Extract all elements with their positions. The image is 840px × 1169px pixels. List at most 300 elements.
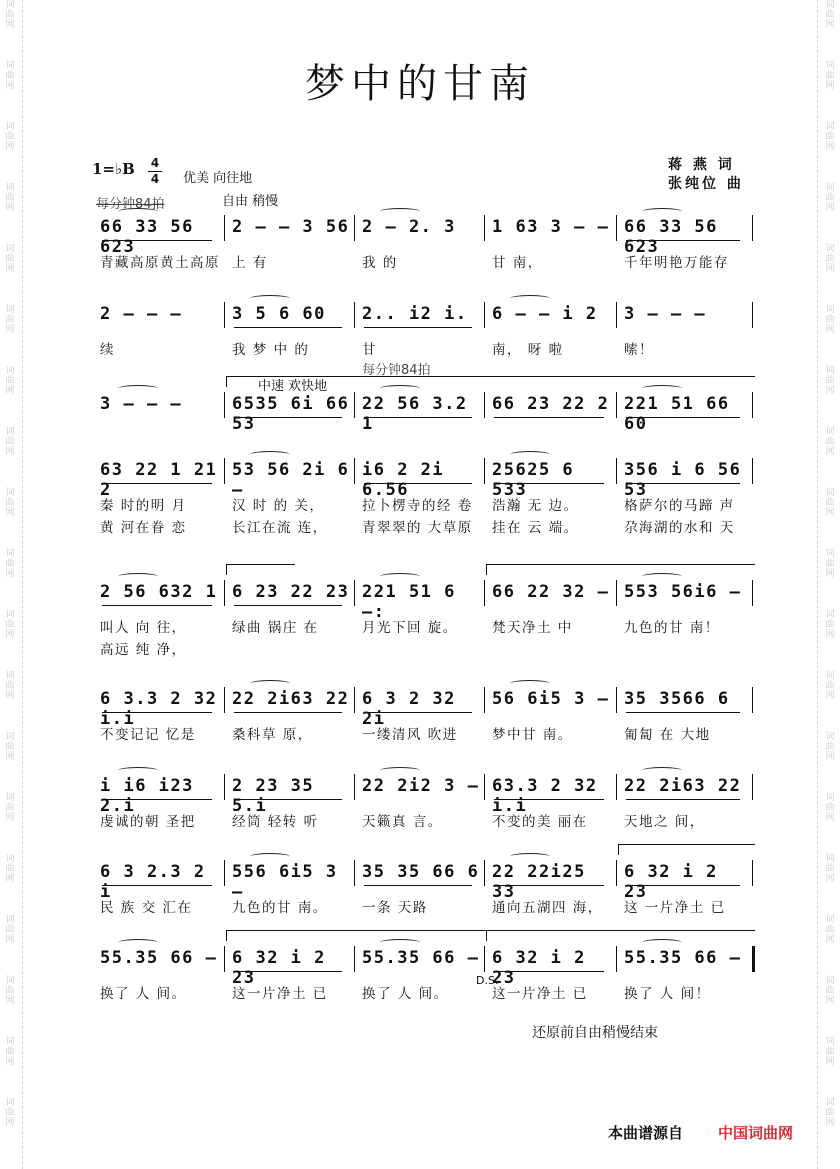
score-row [94,858,754,938]
lyric: 格萨尔的马蹄 声 [624,498,735,514]
measure [226,944,356,988]
lyric: 我 的 [362,255,398,271]
score-row [94,456,754,536]
lyric: 民 族 交 汇在 [100,900,193,916]
notes: 22 2i2 3 – [362,776,480,796]
watermark-char: 网 [5,935,15,945]
lyric: 高远 纯 净， [100,642,187,658]
lyric: 尕海湖的水和 天 [624,520,735,536]
watermark-char: 曲 [5,498,15,508]
watermark-char: 网 [5,752,15,762]
watermark-char: 网 [825,813,835,823]
slur [510,853,550,860]
slur [118,939,158,946]
slur [118,767,158,774]
beam-underline [364,483,472,484]
beam-underline [234,712,342,713]
measure [94,772,226,816]
notes: 63.3 2 32 i.i [492,776,598,816]
measure [226,685,356,715]
beam-underline [102,799,212,800]
slur [250,451,290,458]
notes: 35 35 66 6 [362,862,480,882]
time-signature [148,156,162,187]
beam-underline [234,327,342,328]
beam-underline [494,971,604,972]
lyric: 甘 南， [492,255,543,271]
notes: 6 32 i 2 23 [492,948,586,988]
beam-underline [234,417,342,418]
watermark-char: 网 [5,386,15,396]
volta-bracket [486,564,755,575]
watermark-char: 曲 [5,803,15,813]
beam-underline [626,240,740,241]
notes: 221 51 66 60 [624,394,730,434]
footer-source: 本曲谱源自 [608,1124,684,1142]
lyric: 挂在 云 端。 [492,520,579,536]
watermark-char: 网 [5,569,15,579]
watermark-char: 词 [825,732,835,742]
lyric: 青藏高原黄土高原 [100,255,220,271]
lyric: 叫人 向 往， [100,620,187,636]
watermark-char: 网 [5,813,15,823]
watermark-char: 曲 [5,193,15,203]
watermark-char: 网 [5,630,15,640]
notes: 53 56 2i 6 – [232,460,350,500]
watermark-char: 词 [5,244,15,254]
watermark-char: 网 [825,264,835,274]
watermark-char: 词 [5,793,15,803]
watermark-char: 曲 [5,1047,15,1057]
watermark-char: 网 [825,508,835,518]
lyric: 这一片净土 已 [492,986,588,1002]
watermark-char: 网 [5,1118,15,1128]
notes: 556 6i5 3 – [232,862,338,902]
watermark-char: 词 [825,915,835,925]
beam-underline [364,885,472,886]
watermark-char: 曲 [5,559,15,569]
watermark-char: 网 [825,752,835,762]
watermark-char: 网 [825,1118,835,1128]
watermark-char: 曲 [825,254,835,264]
measure [226,390,356,434]
slur [510,451,550,458]
watermark-char: 网 [5,142,15,152]
notes: 2 56 632 1 [100,582,218,602]
lyric: 不变记记 忆是 [100,727,196,743]
watermark-char: 网 [825,996,835,1006]
watermark-char: 曲 [825,132,835,142]
watermark-char: 词 [825,793,835,803]
watermark-char: 词 [825,610,835,620]
watermark-char: 网 [5,447,15,457]
watermark-char: 词 [825,854,835,864]
measure [356,300,486,330]
measure [226,300,356,330]
watermark-char: 曲 [5,1108,15,1118]
watermark-char: 曲 [825,864,835,874]
watermark-char: 曲 [5,681,15,691]
volta-bracket [226,930,487,941]
measure [356,390,486,434]
watermark-char: 曲 [5,925,15,935]
watermark-char: 词 [825,488,835,498]
watermark-char: 曲 [825,803,835,813]
notes: 221 51 6 –: [362,582,456,622]
measure [618,456,754,500]
watermark-char: 词 [825,1098,835,1108]
meter-top: 4 [150,156,160,170]
lyric: 梦中甘 南。 [492,727,573,743]
watermark-char: 词 [825,671,835,681]
score-row [94,944,754,1024]
measure [226,858,356,902]
volta-bracket [486,930,755,941]
notes: 1 63 3 – – [492,217,610,237]
watermark-char: 词 [5,549,15,559]
notes: 6 23 22 23 [232,582,350,602]
measure [356,858,486,888]
watermark-char: 曲 [5,132,15,142]
watermark-char: 词 [5,122,15,132]
lyric: 换了 人 间。 [100,986,187,1002]
notes: 553 56i6 – [624,582,742,602]
lyric: 上 有 [232,255,268,271]
watermark-char: 网 [5,691,15,701]
watermark-char: 词 [5,976,15,986]
measure [618,685,754,715]
watermark-char: 词 [5,1037,15,1047]
slur [118,573,158,580]
song-title: 梦中的甘南 [305,61,535,107]
notes: 55.35 66 – [100,948,218,968]
beam-underline [102,885,212,886]
measure [94,685,226,729]
lyric: 甘 [362,342,377,358]
slur [380,573,420,580]
watermark-char: 网 [5,874,15,884]
footer-site-link[interactable]: 中国词曲网 [718,1124,794,1142]
lyric: 我 梦 中 的 [232,342,310,358]
measure [486,390,618,420]
key-signature: 1=♭B [92,160,135,178]
lyric: 梵天净土 中 [492,620,573,636]
notes: 2 – 2. 3 [362,217,456,237]
watermark-char: 网 [5,996,15,1006]
beam-underline [494,799,604,800]
watermark-char: 网 [825,1057,835,1067]
measure [486,858,618,902]
lyric: 汉 时 的 关， [232,498,325,514]
watermark-char: 网 [5,1057,15,1067]
watermark-char: 网 [5,325,15,335]
lyric: 天地之 间， [624,814,705,830]
lyric: 浩瀚 无 边。 [492,498,579,514]
watermark-char: 网 [5,20,15,30]
watermark-char: 曲 [5,437,15,447]
lyric: 秦 时的明 月 [100,498,187,514]
volta-bracket [226,564,295,575]
right-dashed-margin [817,0,818,1169]
score-row [94,578,754,658]
score-row [94,772,754,852]
measure [486,578,618,608]
notes: 2 23 35 5.i [232,776,315,816]
lyric: 一缕清风 吹进 [362,727,458,743]
watermark-char: 曲 [825,437,835,447]
lyric: 千年明艳万能存 [624,255,729,271]
watermark-char: 网 [5,264,15,274]
notes: 2 – – 3 56 [232,217,350,237]
watermark-char: 词 [825,244,835,254]
watermark-char: 网 [5,508,15,518]
watermark-char: 曲 [5,10,15,20]
lyric: 月光下回 旋。 [362,620,458,636]
beam-underline [364,712,472,713]
notes: 55.35 66 – [624,948,742,968]
measure [356,456,486,500]
notes: 2 – – – [100,304,183,324]
watermark-char: 曲 [825,498,835,508]
meter-bottom: 4 [148,171,162,187]
measure [94,858,226,902]
lyric: 换了 人 间！ [624,986,711,1002]
measure [618,390,754,434]
watermark-char: 网 [825,142,835,152]
watermark-char: 词 [5,488,15,498]
notes: 66 33 56 623 [624,217,718,257]
notes: 22 56 3.2 1 [362,394,468,434]
watermark-char: 网 [825,20,835,30]
watermark-char: 曲 [5,254,15,264]
beam-underline [234,799,342,800]
measure [356,213,486,243]
watermark-char: 曲 [825,742,835,752]
lyric: 这 一片净土 已 [624,900,726,916]
watermark-char: 曲 [5,742,15,752]
watermark-char: 曲 [5,864,15,874]
watermark-char: 曲 [825,193,835,203]
watermark-char: 词 [825,122,835,132]
notes: 63 22 1 21 2 [100,460,218,500]
watermark-char: 网 [825,325,835,335]
lyric: 换了 人 间。 [362,986,449,1002]
notes: 6 32 i 2 23 [232,948,326,988]
tempo-mark-3: 每分钟84拍 [362,363,431,378]
watermark-char: 网 [825,935,835,945]
beam-underline [494,483,604,484]
watermark-char: 词 [825,61,835,71]
watermark-char: 曲 [825,10,835,20]
slur [118,385,158,392]
measure [226,578,356,608]
beam-underline [626,799,740,800]
tempo-mark-2: 自由 稍慢 [222,194,279,209]
left-dashed-margin [22,0,23,1169]
beam-underline [102,605,212,606]
slur [380,208,420,215]
watermark-char: 曲 [5,986,15,996]
beam-underline [626,885,740,886]
notes: 6 – – i 2 [492,304,598,324]
notes: 66 23 22 2 [492,394,610,414]
lyric: 经筒 轻转 听 [232,814,319,830]
watermark-left [2,0,18,1169]
ending-note: 还原前自由稍慢结束 [532,1025,658,1041]
watermark-char: 网 [825,386,835,396]
slur [642,767,682,774]
watermark-char: 网 [825,630,835,640]
beam-underline [626,483,740,484]
notes: 6 3.3 2 32 i.i [100,689,218,729]
measure [94,944,226,974]
watermark-char: 网 [5,203,15,213]
volta-bracket [618,844,755,855]
lyric: 黄 河在眷 恋 [100,520,187,536]
tempo-mark-4: 中速 欢快地 [258,379,328,394]
lyric: 南， 呀 啦 [492,342,564,358]
watermark-right [822,0,838,1169]
measure [618,858,754,902]
score-row [94,685,754,765]
notes: 56 6i5 3 – [492,689,610,709]
watermark-char: 曲 [825,620,835,630]
watermark-char: 词 [825,366,835,376]
watermark-char: 词 [5,305,15,315]
composer-credit: 张纯位 曲 [668,176,744,192]
lyric: 续 [100,342,115,358]
measure [618,213,754,257]
lyric: 长江在流 连， [232,520,328,536]
beam-underline [626,417,740,418]
measure [356,772,486,802]
beam-underline [102,240,212,241]
notes: 3 5 6 60 [232,304,326,324]
notes: 22 2i63 22 [624,776,742,796]
notes: 2.. i2 i. [362,304,468,324]
lyric: 拉卜楞寺的经 卷 [362,498,473,514]
measure [486,213,618,243]
notes: 22 2i63 22 [232,689,350,709]
watermark-char: 曲 [825,1108,835,1118]
lyric: 虔诚的朝 圣把 [100,814,196,830]
beam-underline [626,712,740,713]
watermark-char: 词 [5,732,15,742]
notes: 3 – – – [100,394,183,414]
ds-mark: D.S. [476,974,499,987]
watermark-char: 词 [5,183,15,193]
measure [486,300,618,330]
measure [618,578,754,608]
lyric: 一条 天路 [362,900,428,916]
slur [118,208,158,215]
lyric: 九色的甘 南！ [624,620,720,636]
slur [380,767,420,774]
slur [510,680,550,687]
watermark-char: 曲 [825,315,835,325]
watermark-char: 词 [5,366,15,376]
notes: 55.35 66 – [362,948,480,968]
beam-underline [494,885,604,886]
measure [618,944,754,974]
watermark-char: 词 [5,1098,15,1108]
measure [486,456,618,500]
watermark-char: 曲 [825,71,835,81]
slur [250,680,290,687]
watermark-char: 词 [5,427,15,437]
notes: 6 32 i 2 23 [624,862,718,902]
beam-underline [234,605,342,606]
watermark-char: 网 [825,569,835,579]
notes: 66 33 56 623 [100,217,194,257]
score-row [94,213,754,293]
lyric: 嗦！ [624,342,654,358]
beam-underline [364,327,472,328]
lyric: 绿曲 锅庄 在 [232,620,319,636]
watermark-char: 曲 [825,681,835,691]
measure [486,685,618,715]
watermark-char: 词 [825,549,835,559]
lyric: 匍匐 在 大地 [624,727,711,743]
slur [642,208,682,215]
slur [250,295,290,302]
notes: 66 22 32 – [492,582,610,602]
watermark-char: 曲 [5,315,15,325]
slur [250,853,290,860]
watermark-char: 网 [825,447,835,457]
watermark-char: 词 [825,1037,835,1047]
tempo-mark-1: 每分钟84拍 [96,197,165,212]
measure [356,944,486,974]
measure [486,772,618,816]
watermark-char: 词 [825,183,835,193]
watermark-char: 曲 [5,376,15,386]
notes: 25625 6 533 [492,460,575,500]
notes: 3 – – – [624,304,707,324]
watermark-char: 网 [825,81,835,91]
notes: 6 3 2 32 2i [362,689,456,729]
watermark-char: 网 [825,203,835,213]
beam-underline [102,483,212,484]
watermark-char: 曲 [825,376,835,386]
watermark-char: 词 [825,427,835,437]
lyric: 桑科草 原， [232,727,313,743]
beam-underline [102,712,212,713]
notes: 6 3 2.3 2 i [100,862,206,902]
watermark-char: 词 [5,915,15,925]
measure [226,213,356,243]
slur [510,295,550,302]
notes: 356 i 6 56 53 [624,460,742,500]
notes: i i6 i23 2.i [100,776,194,816]
watermark-char: 网 [5,81,15,91]
beam-underline [494,417,604,418]
watermark-char: 词 [825,0,835,10]
score-row [94,300,754,380]
watermark-char: 词 [825,976,835,986]
measure [618,300,754,330]
notes: 22 22i25 33 [492,862,586,902]
tempo-bracket [226,376,755,387]
notes: i6 2 2i 6.56 [362,460,445,500]
lyric: 天籁真 言。 [362,814,443,830]
watermark-char: 曲 [5,620,15,630]
lyric: 这一片净土 已 [232,986,328,1002]
watermark-char: 词 [5,854,15,864]
watermark-char: 曲 [825,1047,835,1057]
measure [94,578,226,608]
notes: 35 3566 6 [624,689,730,709]
